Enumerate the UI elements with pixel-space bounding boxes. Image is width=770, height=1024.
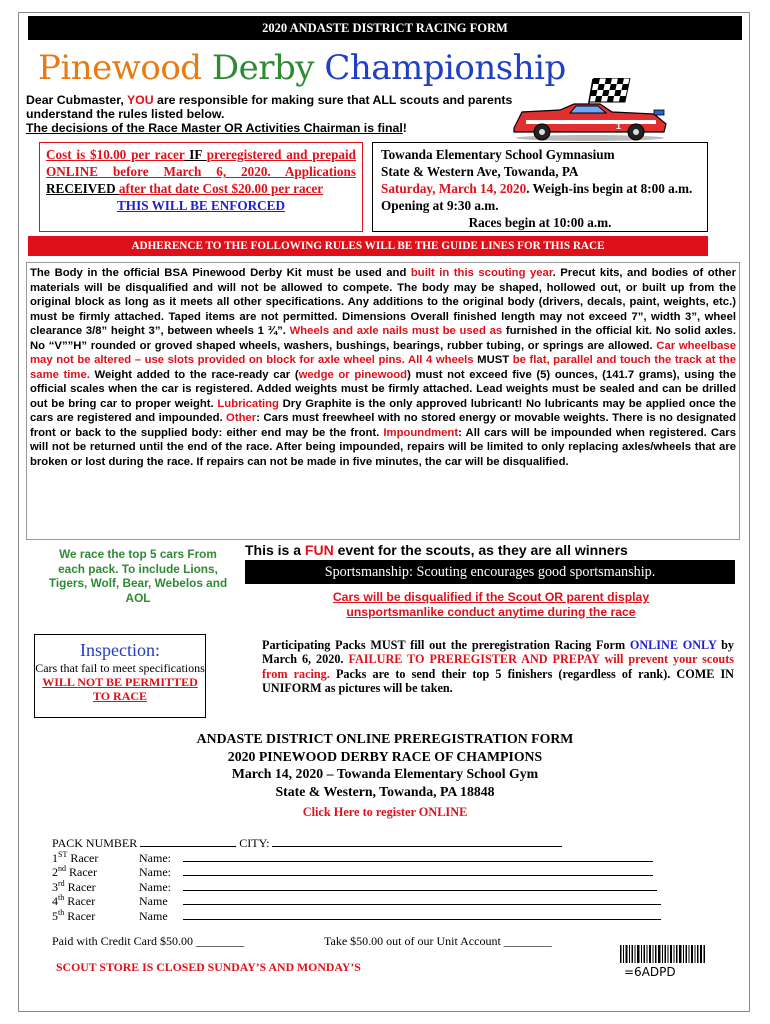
racer-name-field[interactable] [183, 851, 653, 862]
racer-name-label: Name [139, 908, 168, 923]
rules-s10: wedge or pinewood [298, 368, 408, 381]
disqualify-note [262, 590, 720, 619]
cost-part-3: preregistered and prepaid ONLINE before March 6, 2020. Applications [46, 147, 356, 179]
registration-form [52, 836, 661, 923]
inspection-title: Inspection: [80, 640, 160, 660]
racer-name-field[interactable] [183, 909, 661, 920]
intro-part-a: Dear Cubmaster, [26, 93, 127, 107]
packs-e: Packs are to send their top 5 finishers (regardless of rank). COME IN UNIFORM as pictures will be taken. [262, 666, 734, 695]
racer-name-label: Name: [139, 865, 171, 879]
intro-final-decision: The decisions of the Race Master OR Activities Chairman is final [26, 121, 403, 135]
racer-row [52, 894, 661, 909]
rules-s7: MUST [473, 354, 513, 366]
register-online-link[interactable]: Click Here to register ONLINE [302, 805, 468, 819]
fun-note [245, 542, 735, 559]
inspection-box [34, 634, 206, 718]
packs-note [262, 638, 734, 695]
cost-enforced: THIS WILL BE ENFORCED [117, 198, 285, 213]
page-title [38, 48, 566, 88]
racer-label: 4th Racer [52, 893, 96, 908]
sportsmanship-bar: Sportsmanship: Scouting encourages good sportsmanship. [245, 560, 735, 584]
title-word-1: Pinewood [38, 48, 202, 88]
racer-label: 3rd Racer [52, 878, 96, 894]
racer-name-label: Name: [139, 850, 171, 865]
rules-s13: Dry Graphite is the only approved lubricant! No lubricants may be applied once the cars are registered and impounded. [30, 397, 737, 424]
title-word-2: Derby [211, 48, 314, 88]
online-line-4: State & Western, Towanda, PA 18848 [275, 783, 495, 799]
intro-you: YOU [126, 93, 154, 107]
svg-text:1: 1 [616, 121, 622, 131]
barcode-icon [620, 945, 706, 963]
racer-row [52, 851, 661, 866]
racer-name-label: Name [139, 894, 168, 908]
cost-box [39, 142, 363, 232]
packs-a: Participating Packs MUST fill out the preregistration Racing Form [262, 638, 630, 652]
race-car-icon [504, 98, 674, 142]
racer-row [52, 909, 661, 924]
rules-s5: furnished in the official kit. No solid axles. No “V””H” rounded or groved shaped wheels, washers, bushings, bearings, rubber tubing, or springs are allowed. [30, 325, 736, 352]
rules-s17: : All cars will be impounded when registered. Cars will not be returned until the end of the race. After being impounded, repairs will be limited to only replacing axles/wheels that are broken or lost during the race. If repairs can not be made in five minutes, the car will be disqualified. [30, 426, 736, 468]
venue-line-1: Towanda Elementary School Gymnasium [381, 147, 615, 162]
rules-s3: . Precut kits, and bodies of other materials will be disqualified and will not be allowed to compete. The body may be shaped, hollowed out, or built up from the original block as long as it meets all other specifications. Any additions to the original body (drivers, decals, paint, weights, etc.) must be firmly attached. Taped items are not permitted. Dimensions Overall finished length may not exceed 7”, width 3”, wheel clearance 3/8” height 3”, between wheels 1 ¾”. [30, 267, 736, 337]
racer-name-field[interactable] [183, 894, 661, 905]
rules-s11: ) must not exceed five (5) ounces, (141.7 grams), using the official scales when the car is registered. Added weights must be firmly attached. Lead weights must be sealed and can be drilled out be bring car to proper weight. [30, 368, 736, 410]
rules-text [26, 262, 740, 540]
fun-a: This is a [245, 542, 305, 558]
packs-d: FAILURE TO PREREGISTER AND PREPAY will prevent your scouts from racing. [262, 652, 735, 681]
online-form-heading [28, 730, 742, 800]
form-header: 2020 ANDASTE DISTRICT RACING FORM [28, 16, 742, 40]
rules-s9: Weight added to the race-ready car ( [89, 368, 299, 381]
inspection-b: WILL NOT BE PERMITTED TO RACE [42, 675, 198, 703]
rules-s14: Other [226, 412, 257, 424]
store-closed-notice: SCOUT STORE IS CLOSED SUNDAY’S AND MONDAY’S [56, 960, 361, 974]
rules-s8: be flat, parallel and touch the track at the same time. [30, 354, 736, 381]
racer-name-field[interactable] [183, 865, 653, 876]
document-code: =6ADPD [624, 965, 676, 979]
racer-row [52, 880, 661, 895]
racer-row [52, 865, 661, 880]
online-line-1: ANDASTE DISTRICT ONLINE PREREGISTRATION FORM [196, 731, 574, 746]
online-line-2: 2020 PINEWOOD DERBY RACE OF CHAMPIONS [227, 748, 543, 764]
rules-s16: Impoundment [383, 426, 459, 439]
racer-label: 5th Racer [52, 907, 96, 923]
venue-date: Saturday, March 14, 2020 [381, 181, 527, 196]
racer-name-label: Name: [139, 879, 171, 894]
packs-b: ONLINE ONLY [629, 638, 717, 652]
city-field[interactable] [272, 836, 562, 847]
intro-part-b: are responsible for making sure that ALL scouts and parents understand the rules listed below. [26, 93, 513, 121]
rules-s1: The Body in the official BSA Pinewood Derby Kit must be used and [30, 267, 411, 279]
venue-line-4: . Weigh-ins begin at 8:00 a.m. Opening at 9:30 a.m. [381, 181, 693, 213]
racer-label: 2nd Racer [52, 864, 97, 879]
venue-box [372, 142, 708, 232]
pack-number-label: PACK NUMBER [52, 836, 138, 850]
rules-s2: built in this scouting year [410, 267, 553, 279]
venue-line-2: State & Western Ave, Towanda, PA [381, 164, 579, 179]
intro-text [26, 93, 516, 135]
fun-c: event for the scouts, as they are all winners [333, 542, 628, 558]
online-line-3: March 14, 2020 – Towanda Elementary School Gym [231, 766, 539, 781]
cost-part-1: Cost is $10.00 per racer [46, 147, 185, 162]
disqualify-line-1: Cars will be disqualified if the Scout OR parent display [332, 590, 650, 604]
inspection-a: Cars that fail to meet specifications [35, 661, 205, 675]
racer-label: 1ST Racer [52, 849, 99, 865]
pack-number-field[interactable] [140, 836, 236, 847]
rules-s15: : Cars must freewheel with no stored energy or movable weights. There is no designated front or back to the supplied body: either end may be the front. [30, 412, 736, 439]
cost-part-5: after that date Cost $20.00 per racer [118, 181, 324, 196]
rules-s12: Lubricating [217, 397, 279, 410]
disqualify-line-2: unsportsmanlike conduct anytime during the race [346, 604, 636, 619]
cost-part-4: RECEIVED [46, 181, 119, 196]
venue-line-5: Races begin at 10:00 a.m. [468, 215, 612, 230]
fun-b: FUN [304, 542, 334, 558]
city-label: CITY: [239, 836, 270, 850]
paid-credit-card[interactable]: Paid with Credit Card $50.00 ________ [52, 934, 244, 948]
pack-row [52, 836, 661, 851]
inspection-body [35, 661, 205, 703]
top5-note: We race the top 5 cars From each pack. To include Lions, Tigers, Wolf, Bear, Webelos and AOL [48, 547, 228, 605]
packs-c: by March 6, 2020. [262, 638, 734, 667]
cost-part-2: IF [184, 147, 207, 162]
title-word-3: Championship [324, 48, 566, 88]
racer-name-field[interactable] [183, 880, 657, 891]
rules-s6: Car wheelbase may not be altered – use slots provided on block for axle wheel pins. All 4 wheels [30, 339, 736, 366]
rules-s4: Wheels and axle nails must be used as [289, 325, 503, 337]
intro-exclaim: ! [402, 121, 407, 135]
take-from-account[interactable]: Take $50.00 out of our Unit Account ________ [324, 934, 552, 948]
rules-header: ADHERENCE TO THE FOLLOWING RULES WILL BE THE GUIDE LINES FOR THIS RACE [28, 236, 708, 256]
